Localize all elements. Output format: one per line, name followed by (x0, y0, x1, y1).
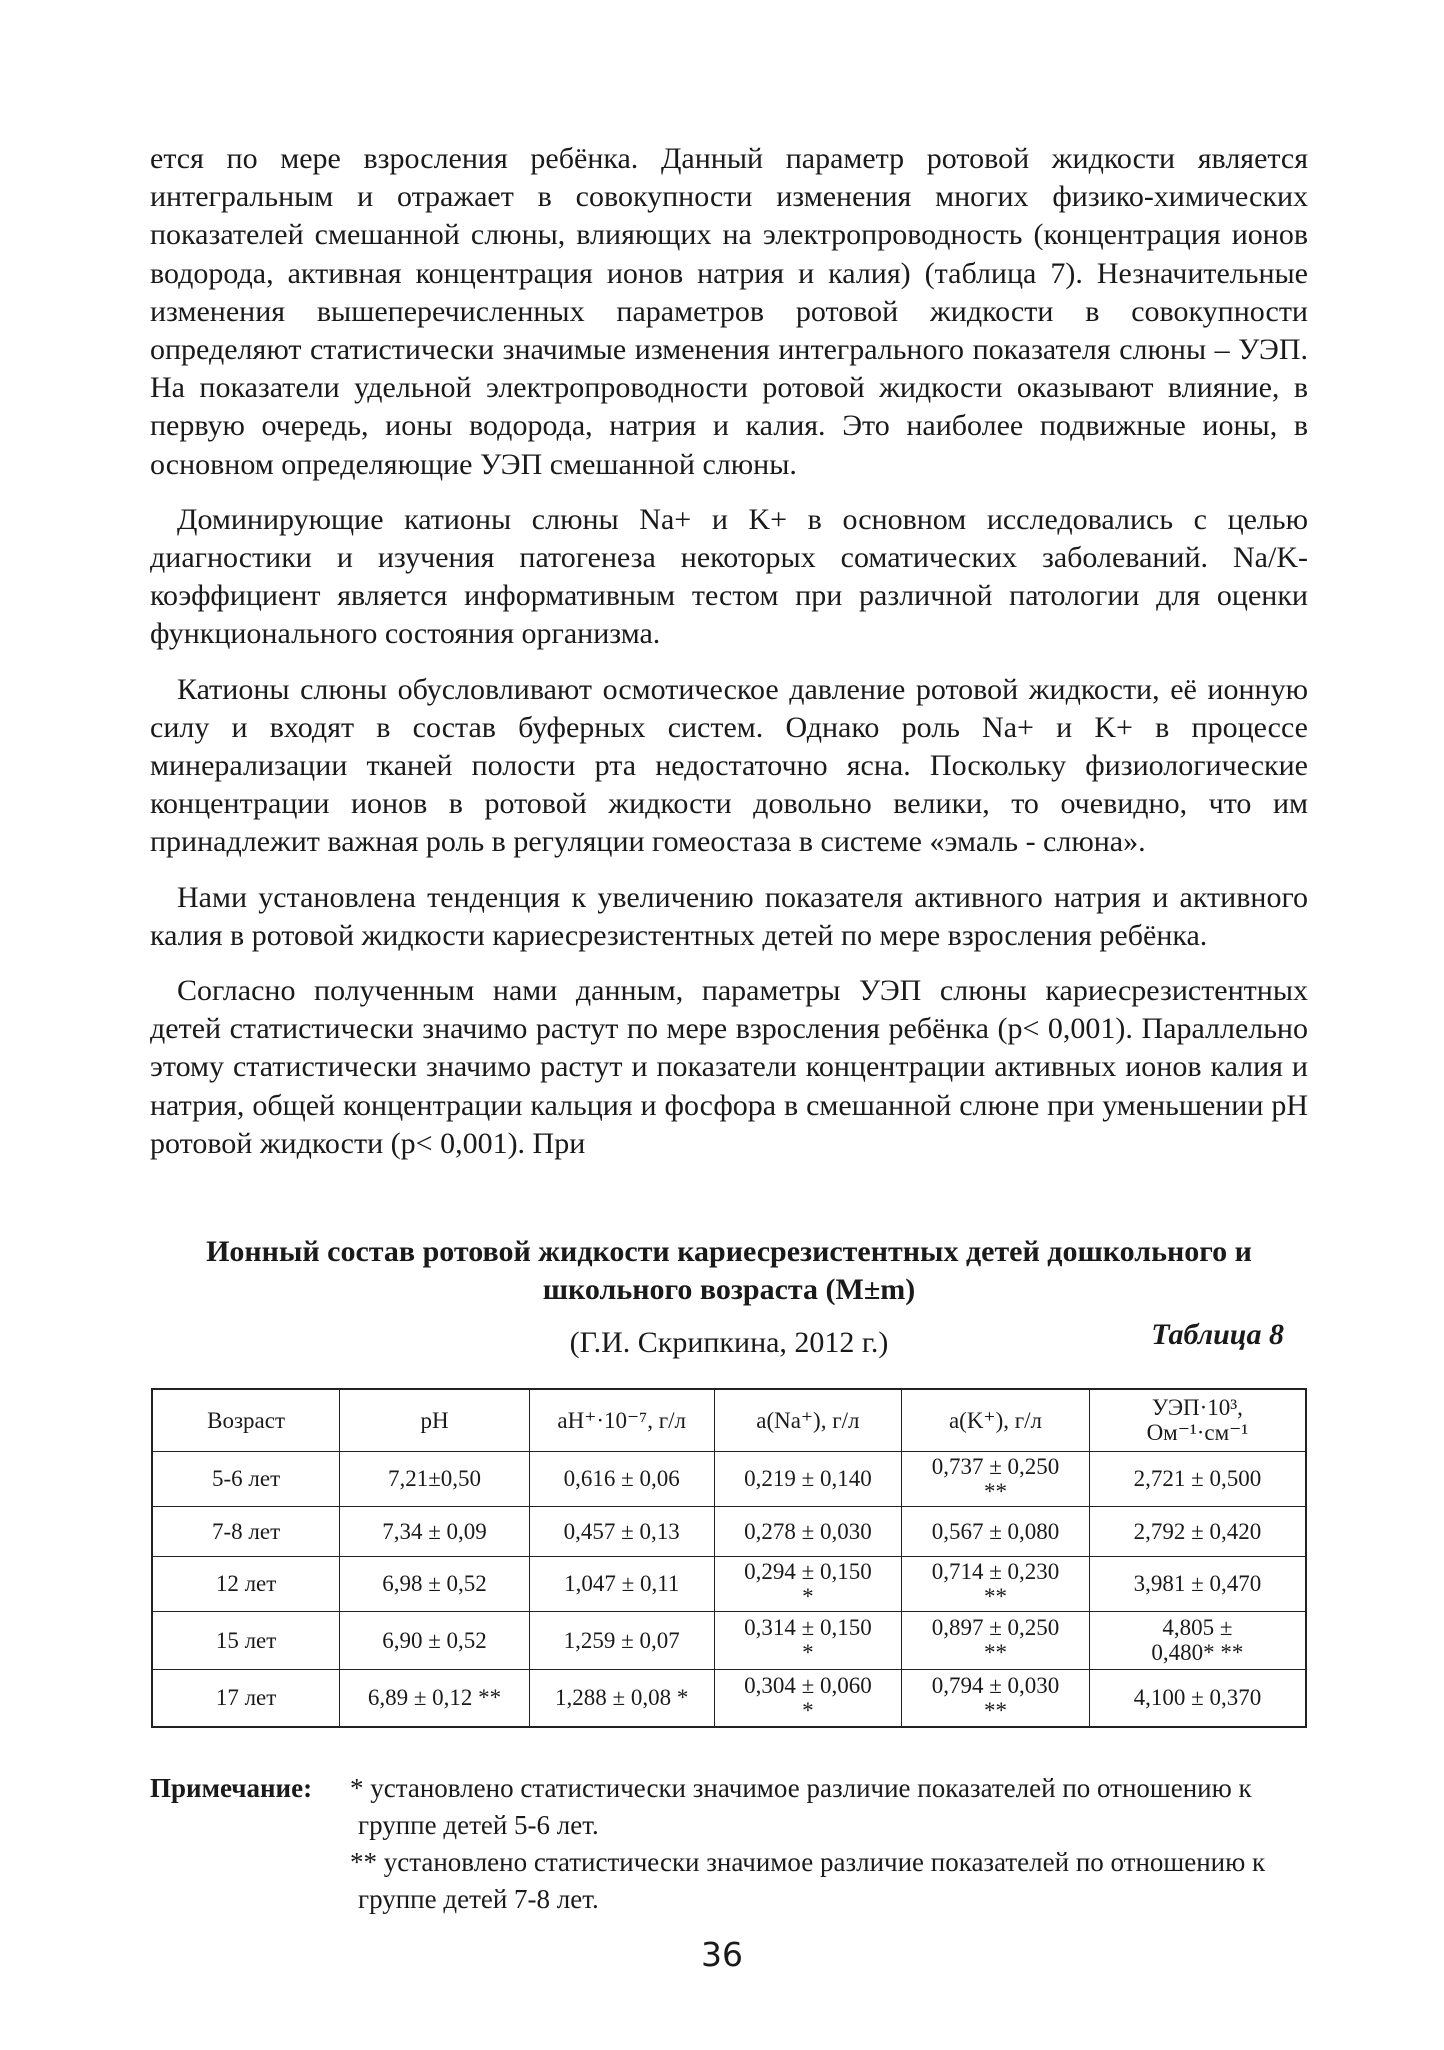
header-uep-line2: Ом⁻¹·см⁻¹ (1146, 1420, 1249, 1446)
note-line: * установлено статистически значимое различие показателей по отношению к группе детей 5-6 лет. (350, 1773, 1252, 1840)
cell-ah: 0,457 ± 0,13 (529, 1506, 714, 1556)
cell-k (902, 1451, 1090, 1506)
table-row (152, 1451, 1306, 1506)
header-age: Возраст (152, 1389, 340, 1451)
note-label: Примечание: (150, 1773, 313, 1803)
page-number: 36 (701, 1935, 743, 1974)
cell-age: 5-6 лет (152, 1451, 340, 1506)
cell-age: 12 лет (152, 1556, 340, 1611)
cell-value: 0,219 ± 0,140 (744, 1466, 872, 1491)
header-k: a(K⁺), г/л (902, 1389, 1090, 1451)
cell-value: 0,737 ± 0,250 (931, 1453, 1060, 1479)
cell-k: 0,567 ± 0,080 (902, 1506, 1090, 1556)
cell-k (902, 1611, 1090, 1669)
cell-uep: 4,100 ± 0,370 (1089, 1669, 1306, 1727)
cell-ah: 1,047 ± 0,11 (529, 1556, 714, 1611)
cell-value: 0,794 ± 0,030 (931, 1672, 1060, 1698)
paragraph: Нами установлена тенденция к увеличению показателя активного натрия и активного калия в ротовой жидкости кариесрезистентных детей по мере взросления ребёнка. (150, 880, 1308, 952)
body-text (150, 140, 1308, 1180)
cell-ah: 1,259 ± 0,07 (529, 1611, 714, 1669)
significance-mark: ** (984, 1478, 1007, 1504)
cell-na (714, 1611, 902, 1669)
cell-uep: 2,792 ± 0,420 (1089, 1506, 1306, 1556)
cell-k (902, 1669, 1090, 1727)
table-note (150, 1770, 1308, 1918)
cell-ph: 7,34 ± 0,09 (340, 1506, 530, 1556)
cell-ph: 7,21±0,50 (340, 1451, 530, 1506)
table-header-row (152, 1389, 1306, 1451)
significance-mark: ** (984, 1640, 1007, 1665)
cell-age: 7-8 лет (152, 1506, 340, 1556)
table-row (152, 1506, 1306, 1556)
significance-mark: * (802, 1640, 814, 1665)
ion-composition-table (151, 1388, 1307, 1728)
cell-na (714, 1451, 902, 1506)
cell-ph: 6,98 ± 0,52 (340, 1556, 530, 1611)
significance-mark: ** (984, 1697, 1007, 1723)
cell-ph: 6,90 ± 0,52 (340, 1611, 530, 1669)
cell-value: 0,294 ± 0,150 (744, 1558, 872, 1584)
cell-value: 4,805 ± (1162, 1615, 1233, 1640)
paragraph: Доминирующие катионы слюны Na+ и K+ в основном исследовались с целью диагностики и изучения патогенеза некоторых соматических заболеваний. Na/K-коэффициент является информативным тестом при различной патологии для оценки функционального состояния организма. (150, 502, 1308, 651)
paragraph: ется по мере взросления ребёнка. Данный параметр ротовой жидкости является интегральным и отражает в совокупности изменения многих физико-химических показателей смешанной слюны, влияющих на электропроводность (концентрация ионов водорода, активная концентрация ионов натрия и калия) (таблица 7). Незначительные изменения вышеперечисленных параметров ротовой жидкости в совокупности определяют статистически значимые изменения интегрального показателя слюны – УЭП. На показатели удельной электропроводности ротовой жидкости оказывают влияние, в первую очередь, ионы водорода, натрия и калия. Это наиболее подвижные ионы, в основном определяющие УЭП смешанной слюны. (150, 142, 1308, 481)
cell-uep: 2,721 ± 0,500 (1089, 1451, 1306, 1506)
cell-value: 0,304 ± 0,060 (744, 1672, 872, 1698)
cell-value: 0,714 ± 0,230 (931, 1558, 1060, 1584)
cell-uep: 3,981 ± 0,470 (1089, 1556, 1306, 1611)
header-uep (1089, 1389, 1306, 1451)
cell-na: 0,278 ± 0,030 (714, 1506, 902, 1556)
significance-mark: * (802, 1697, 814, 1723)
cell-ah: 1,288 ± 0,08 * (529, 1669, 714, 1727)
paragraph: Согласно полученным нами данным, параметры УЭП слюны кариесрезистентных детей статистически значимо растут по мере взросления ребёнка (p< 0,001). Параллельно этому статистически значимо растут и показатели концентрации активных ионов калия и натрия, общей концентрации кальция и фосфора в смешанной слюне при уменьшении pH ротовой жидкости (p< 0,001). При (150, 974, 1308, 1160)
header-uep-line1: УЭП·10³, (1151, 1395, 1243, 1421)
cell-value: 0,314 ± 0,150 (744, 1615, 872, 1640)
table-row (152, 1669, 1306, 1727)
cell-age: 15 лет (152, 1611, 340, 1669)
significance-mark: * (802, 1583, 814, 1609)
table-row (152, 1556, 1306, 1611)
note-line: ** установлено статистически значимое различие показателей по отношению к группе детей 7-8 лет. (350, 1847, 1266, 1914)
cell-ah: 0,616 ± 0,06 (529, 1451, 714, 1506)
paragraph: Катионы слюны обусловливают осмотическое давление ротовой жидкости, её ионную силу и входят в состав буферных систем. Однако роль Na+ и K+ в процессе минерализации тканей полости рта недостаточно ясна. Поскольку физиологические концентрации ионов в ротовой жидкости довольно велики, то очевидно, что им принадлежит важная роль в регуляции гомеостаза в системе «эмаль - слюна». (150, 672, 1308, 859)
table-row (152, 1611, 1306, 1669)
header-ph: pH (340, 1389, 530, 1451)
header-na: a(Na⁺), г/л (714, 1389, 902, 1451)
cell-value: 0,897 ± 0,250 (931, 1615, 1060, 1640)
cell-ph: 6,89 ± 0,12 ** (340, 1669, 530, 1727)
note-body (350, 1770, 1308, 1918)
table-caption: Ионный состав ротовой жидкости кариесрезистентных детей дошкольного и школьного возраста (M±m) (206, 1235, 1252, 1306)
cell-na (714, 1556, 902, 1611)
cell-na (714, 1669, 902, 1727)
cell-value-continued: 0,480* ** (1151, 1640, 1244, 1665)
table-number: Таблица 8 (1151, 1318, 1284, 1351)
significance-mark: ** (984, 1583, 1007, 1609)
cell-uep (1089, 1611, 1306, 1669)
cell-k (902, 1556, 1090, 1611)
header-ah: aH⁺·10⁻⁷, г/л (529, 1389, 714, 1451)
cell-age: 17 лет (152, 1669, 340, 1727)
table-source: (Г.И. Скрипкина, 2012 г.) (569, 1326, 889, 1359)
